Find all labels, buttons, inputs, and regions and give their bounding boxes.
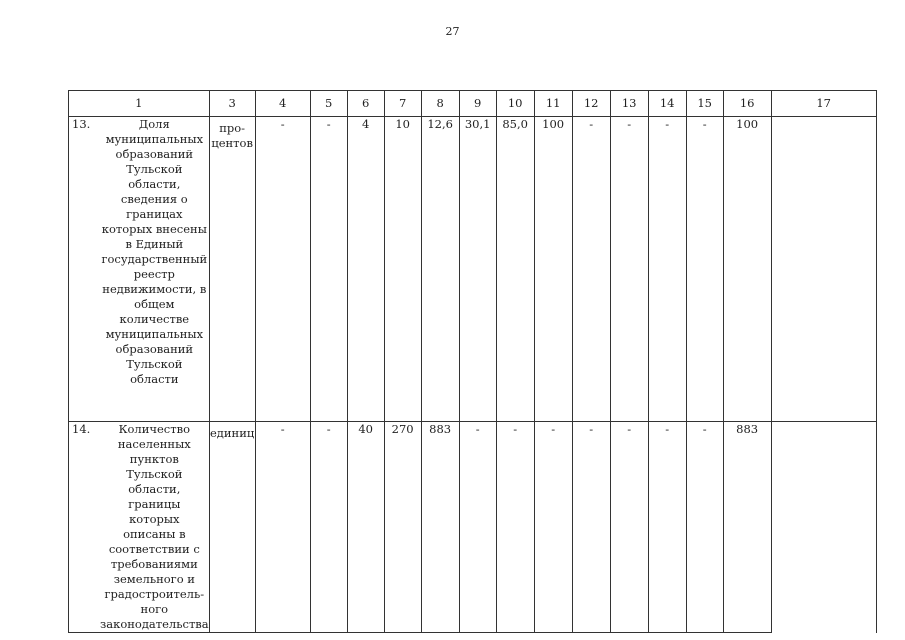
value-cell: -: [534, 422, 572, 633]
header-row: [69, 91, 877, 117]
value-cell: -: [610, 422, 648, 633]
table-row: [69, 422, 877, 633]
value-cell: -: [459, 422, 496, 633]
header-cell: 9: [459, 91, 496, 117]
value-cell: 100: [723, 117, 771, 422]
header-cell: 8: [421, 91, 459, 117]
value-cell: 85,0: [496, 117, 534, 422]
header-cell: 15: [686, 91, 723, 117]
header-cell: 12: [572, 91, 610, 117]
value-cell: -: [255, 117, 310, 422]
value-cell: 4: [347, 117, 384, 422]
value-cell: 10: [384, 117, 421, 422]
value-cell: -: [610, 117, 648, 422]
header-cell: 10: [496, 91, 534, 117]
table-row: [69, 117, 877, 422]
header-cell: 1: [69, 91, 210, 117]
page-number: 27: [445, 25, 460, 38]
value-cell: -: [686, 422, 723, 633]
row-number: 13.: [72, 117, 91, 131]
value-cell: -: [496, 422, 534, 633]
indicator-name: Доля муниципальных образований Тульской области, сведения о границах которых внесены в Единый государственный реестр недвижимости, в общем количестве муниципальных образований Тульской области: [101, 117, 208, 386]
value-cell: -: [255, 422, 310, 633]
value-cell: -: [572, 117, 610, 422]
empty-cell: [771, 422, 876, 633]
header-cell: 16: [723, 91, 771, 117]
value-cell: 883: [421, 422, 459, 633]
header-cell: 7: [384, 91, 421, 117]
header-cell: 4: [255, 91, 310, 117]
indicators-table: [68, 90, 877, 633]
value-cell: 30,1: [459, 117, 496, 422]
indicator-name: Количество населенных пунктов Тульской области, границы которых описаны в соответствии с требованиями земельного и градостроитель- ного законодательства: [100, 422, 209, 631]
unit-cell: единиц: [209, 422, 255, 633]
value-cell: -: [310, 117, 347, 422]
header-cell: 5: [310, 91, 347, 117]
header-cell: 3: [209, 91, 255, 117]
row-number: 14.: [72, 422, 91, 436]
value-cell: -: [310, 422, 347, 633]
value-cell: -: [686, 117, 723, 422]
header-cell: 14: [648, 91, 686, 117]
value-cell: 12,6: [421, 117, 459, 422]
header-cell: 13: [610, 91, 648, 117]
indicator-cell: [69, 117, 210, 422]
header-cell: 17: [771, 91, 876, 117]
value-cell: -: [648, 422, 686, 633]
value-cell: -: [572, 422, 610, 633]
value-cell: 40: [347, 422, 384, 633]
header-cell: 11: [534, 91, 572, 117]
value-cell: 270: [384, 422, 421, 633]
value-cell: -: [648, 117, 686, 422]
unit-cell: про- центов: [209, 117, 255, 422]
header-cell: 6: [347, 91, 384, 117]
indicator-cell: [69, 422, 210, 633]
empty-cell: [771, 117, 876, 422]
value-cell: 100: [534, 117, 572, 422]
value-cell: 883: [723, 422, 771, 633]
